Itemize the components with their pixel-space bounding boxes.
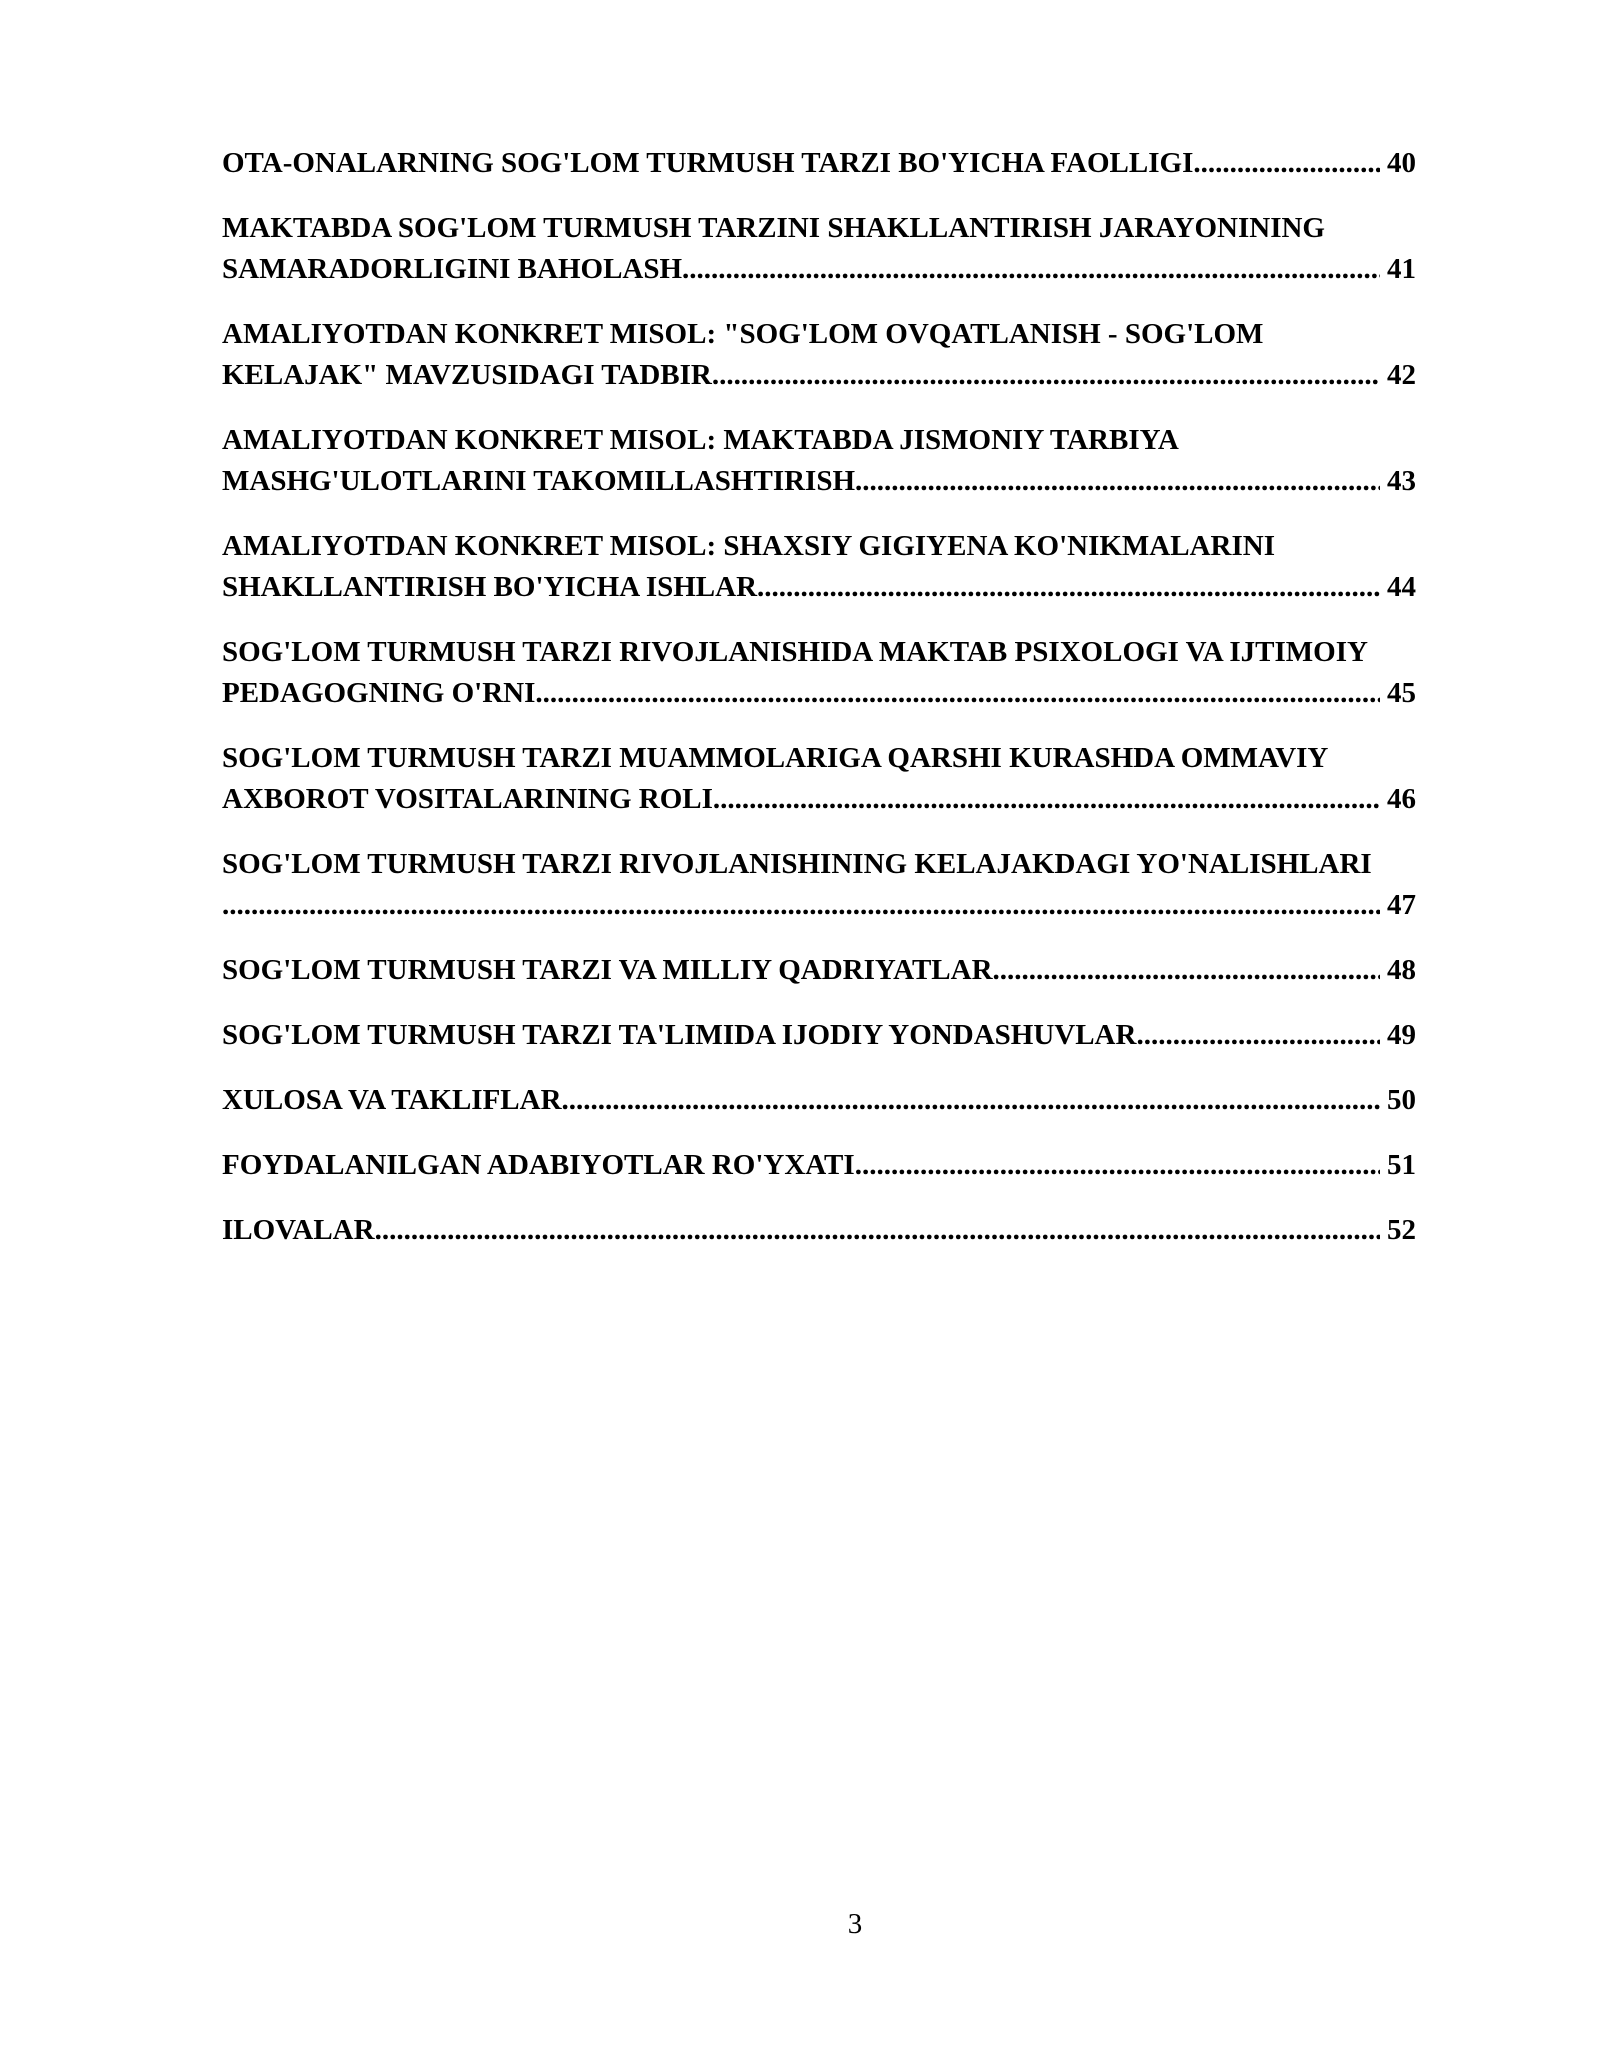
toc-entry-title: MASHG'ULOTLARINI TAKOMILLASHTIRISH	[222, 465, 856, 497]
toc-entry[interactable]	[222, 950, 1442, 991]
toc-page-number: 44	[1387, 571, 1416, 603]
toc-entry-title: OTA-ONALARNING SOG'LOM TURMUSH TARZI BO'YICHA FAOLLIGI	[222, 147, 1194, 179]
toc-entry-title: KELAJAK" MAVZUSIDAGI TADBIR	[222, 359, 712, 391]
toc-leader-dots	[713, 779, 1380, 820]
toc-line	[222, 1210, 1442, 1251]
toc-page-number: 50	[1387, 1084, 1416, 1116]
toc-leader-dots	[682, 249, 1380, 290]
toc-entry-title: ILOVALAR	[222, 1214, 375, 1246]
toc-entry[interactable]	[222, 632, 1442, 714]
toc-line	[222, 885, 1442, 926]
toc-page-number: 40	[1387, 147, 1416, 179]
toc-entry-title-line: SOG'LOM TURMUSH TARZI RIVOJLANISHINING KELAJAKDAGI YO'NALISHLARI	[222, 848, 1372, 880]
toc-entry[interactable]	[222, 844, 1442, 926]
toc-page-number: 46	[1387, 783, 1416, 815]
toc-entry-title-line: MAKTABDA SOG'LOM TURMUSH TARZINI SHAKLLANTIRISH JARAYONINING	[222, 212, 1325, 244]
toc-entry[interactable]	[222, 143, 1442, 184]
toc-entry[interactable]	[222, 314, 1442, 396]
toc-entry-title: SOG'LOM TURMUSH TARZI VA MILLIY QADRIYATLAR	[222, 954, 993, 986]
toc-leader-dots	[855, 461, 1380, 502]
toc-leader-dots	[222, 885, 1380, 926]
toc-leader-dots	[993, 950, 1380, 991]
table-of-contents	[222, 143, 1442, 1275]
toc-line	[222, 355, 1442, 396]
toc-entry-title: XULOSA VA TAKLIFLAR	[222, 1084, 562, 1116]
toc-page-number: 49	[1387, 1019, 1416, 1051]
toc-line	[222, 1145, 1442, 1186]
toc-line	[222, 567, 1442, 608]
toc-entry-title: FOYDALANILGAN ADABIYOTLAR RO'YXATI	[222, 1149, 855, 1181]
toc-leader-dots	[535, 673, 1380, 714]
page-number: 3	[847, 1908, 863, 1940]
toc-entry-title-line: AMALIYOTDAN KONKRET MISOL: "SOG'LOM OVQATLANISH - SOG'LOM	[222, 318, 1264, 350]
toc-entry[interactable]	[222, 1015, 1442, 1056]
toc-line	[222, 461, 1442, 502]
toc-page-number: 41	[1387, 253, 1416, 285]
toc-entry[interactable]	[222, 1080, 1442, 1121]
toc-leader-dots	[562, 1080, 1380, 1121]
toc-leader-dots	[375, 1210, 1380, 1251]
toc-leader-dots	[855, 1145, 1380, 1186]
toc-entry[interactable]	[222, 1210, 1442, 1251]
toc-leader-dots	[757, 567, 1380, 608]
toc-line	[222, 673, 1442, 714]
toc-line	[222, 1015, 1442, 1056]
toc-leader-dots	[1136, 1015, 1380, 1056]
toc-page-number: 42	[1387, 359, 1416, 391]
toc-leader-dots	[712, 355, 1380, 396]
toc-entry-title-line: SOG'LOM TURMUSH TARZI MUAMMOLARIGA QARSHI KURASHDA OMMAVIY	[222, 742, 1329, 774]
toc-page-number: 45	[1387, 677, 1416, 709]
toc-page-number: 43	[1387, 465, 1416, 497]
toc-entry[interactable]	[222, 738, 1442, 820]
toc-entry[interactable]	[222, 1145, 1442, 1186]
toc-line	[222, 779, 1442, 820]
toc-entry-title-line: AMALIYOTDAN KONKRET MISOL: SHAXSIY GIGIYENA KO'NIKMALARINI	[222, 530, 1275, 562]
toc-page-number: 51	[1387, 1149, 1416, 1181]
toc-entry-title: AXBOROT VOSITALARINING ROLI	[222, 783, 713, 815]
toc-line	[222, 950, 1442, 991]
toc-entry-title-line: SOG'LOM TURMUSH TARZI RIVOJLANISHIDA MAKTAB PSIXOLOGI VA IJTIMOIY	[222, 636, 1368, 668]
toc-page-number: 48	[1387, 954, 1416, 986]
toc-line	[222, 249, 1442, 290]
toc-line	[222, 143, 1442, 184]
toc-entry[interactable]	[222, 420, 1442, 502]
toc-entry[interactable]	[222, 208, 1442, 290]
toc-entry[interactable]	[222, 526, 1442, 608]
toc-entry-title: PEDAGOGNING O'RNI	[222, 677, 536, 709]
toc-line	[222, 1080, 1442, 1121]
toc-entry-title-line: AMALIYOTDAN KONKRET MISOL: MAKTABDA JISMONIY TARBIYA	[222, 424, 1179, 456]
toc-leader-dots	[1193, 143, 1380, 184]
toc-page-number: 47	[1387, 889, 1416, 921]
toc-entry-title: SHAKLLANTIRISH BO'YICHA ISHLAR	[222, 571, 758, 603]
toc-page-number: 52	[1387, 1214, 1416, 1246]
toc-entry-title: SOG'LOM TURMUSH TARZI TA'LIMIDA IJODIY YONDASHUVLAR	[222, 1019, 1137, 1051]
toc-entry-title: SAMARADORLIGINI BAHOLASH	[222, 253, 683, 285]
